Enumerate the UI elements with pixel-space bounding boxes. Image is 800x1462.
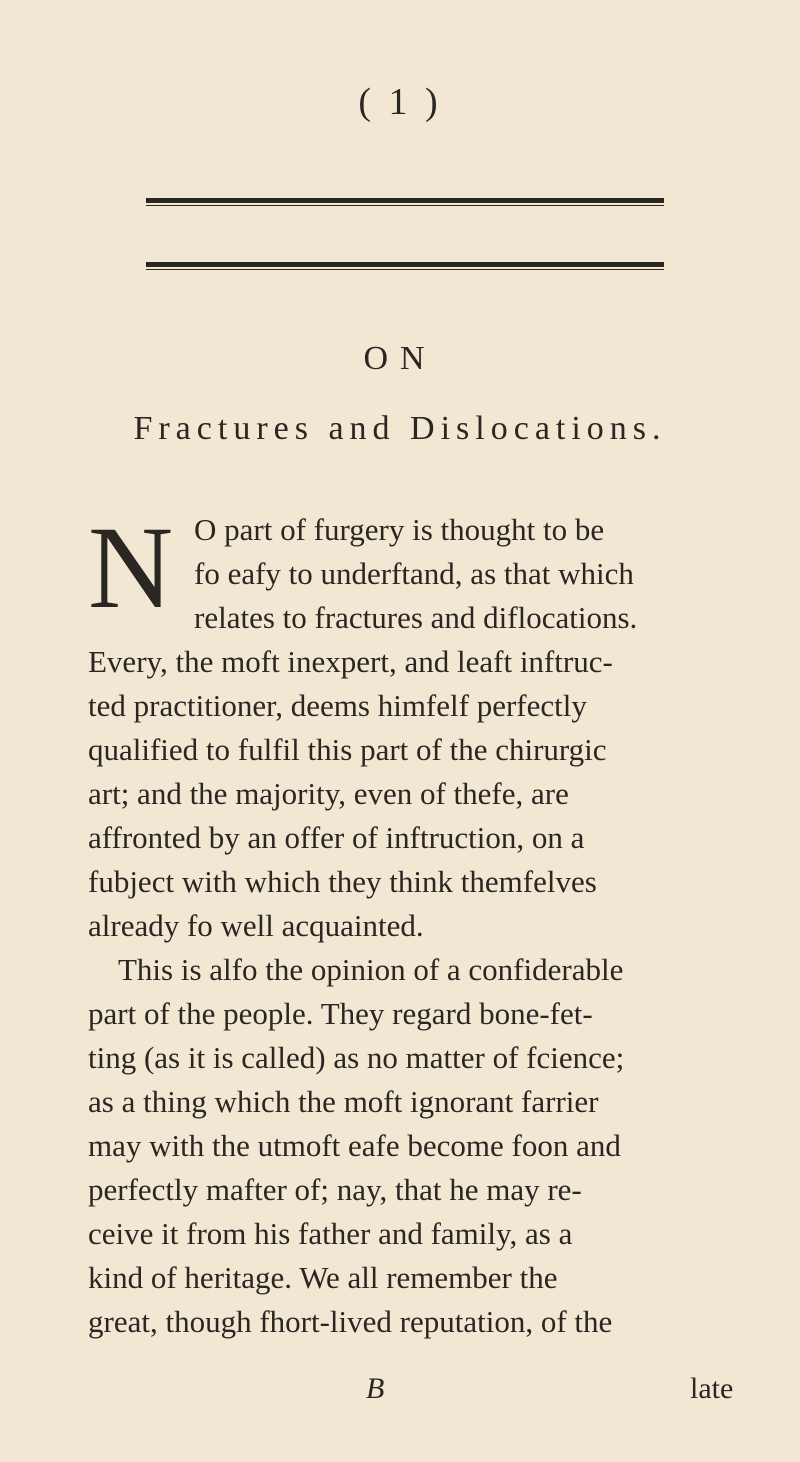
catchword: late: [690, 1372, 734, 1405]
text-line: fo eafy to underftand, as that which: [194, 556, 634, 591]
top-rule: [146, 198, 664, 203]
page-number: ( 1 ): [358, 81, 442, 123]
text-line: O part of furgery is thought to be: [194, 512, 605, 547]
text-line: may with the utmoft eafe become foon and: [88, 1128, 621, 1163]
text-line: perfectly mafter of; nay, that he may re-: [88, 1172, 582, 1207]
top-rule-thin: [146, 205, 664, 206]
text-line: art; and the majority, even of thefe, are: [88, 776, 569, 811]
text-line: part of the people. They regard bone-fet-: [88, 996, 593, 1031]
text-line: ceive it from his father and family, as a: [88, 1216, 573, 1251]
drop-cap: N: [88, 502, 174, 633]
heading-on: ON: [363, 340, 437, 377]
chapter-title: Fractures and Dislocations.: [133, 410, 667, 447]
signature-mark: B: [366, 1372, 385, 1405]
text-line: fubject with which they think themfelves: [88, 864, 597, 899]
text-line: qualified to fulfil this part of the chirurgic: [88, 732, 607, 767]
second-rule-thin: [146, 269, 664, 270]
text-line: This is alfo the opinion of a confiderable: [118, 952, 624, 987]
second-rule: [146, 262, 664, 267]
text-line: affronted by an offer of inftruction, on a: [88, 820, 585, 855]
text-line: as a thing which the moft ignorant farrier: [88, 1084, 599, 1119]
text-line: ting (as it is called) as no matter of fcience;: [88, 1040, 625, 1075]
text-line: Every, the moft inexpert, and leaft inftruc-: [88, 644, 613, 679]
text-line: kind of heritage. We all remember the: [88, 1260, 558, 1295]
text-line: relates to fractures and diflocations.: [194, 600, 638, 635]
text-line: ted practitioner, deems himfelf perfectly: [88, 688, 587, 723]
text-line: great, though fhort-lived reputation, of the: [88, 1304, 613, 1339]
text-line: already fo well acquainted.: [88, 908, 424, 943]
